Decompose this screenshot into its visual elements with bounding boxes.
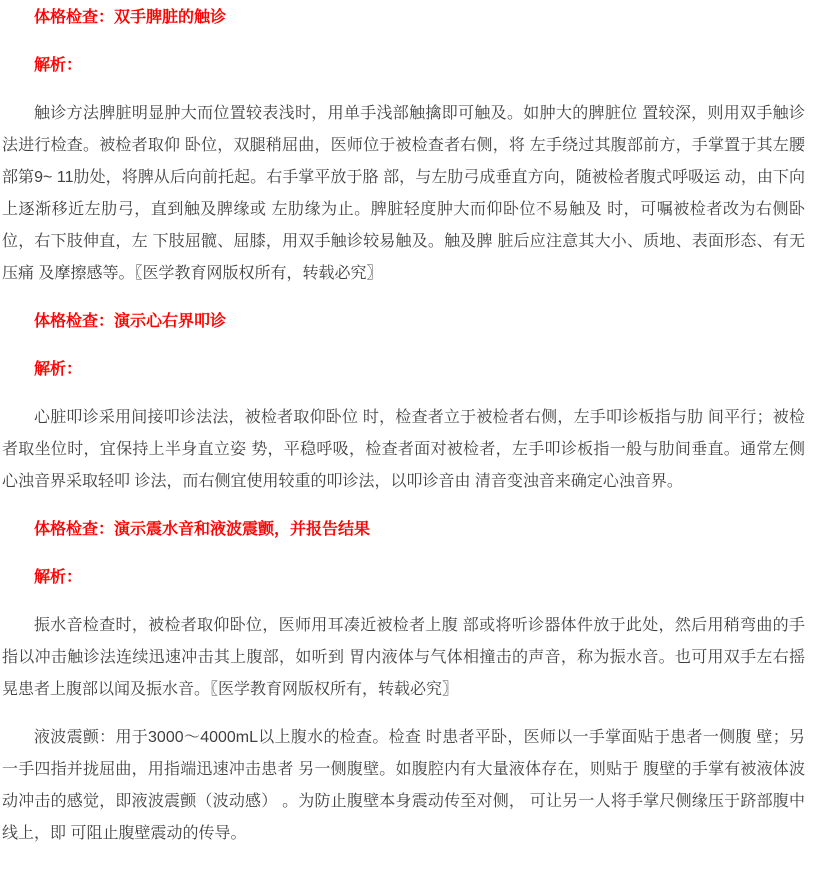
- paragraph-spleen-palpation: 触诊方法脾脏明显肿大而位置较表浅时，用单手浅部触擒即可触及。如肿大的脾脏位 置较深，则用双手触诊法进行检查。被检者取仰 卧位，双腿稍屈曲，医师位于被检查者右侧，将 左手绕过其腹部前方，手掌置于其左腰部第9~ 11肋处，将脾从后向前托起。右手掌平放于胳 部，与左肋弓成垂直方向，随被检者腹式呼吸运 动，由下向上逐渐移近左肋弓，直到触及脾缘或 左肋缘为止。脾脏轻度肿大而仰卧位不易触及 时，可嘱被检者改为右侧卧位，右下肢伸直，左 下肢屈髋、屈膝，用双手触诊较易触及。触及脾 脏后应注意其大小、质地、表面形态、有无压痛 及摩擦感等。〖医学教育网版权所有，转载必究〗: [2, 105, 805, 282]
- paragraph-succussion-splash: 振水音检查时，被检者取仰卧位，医师用耳凑近被检者上腹 部或将听诊器体件放于此处，然后用稍弯曲的手指以冲击触诊法连续迅速冲击其上腹部，如听到 胃内液体与气体相撞击的声音，称为振水音。也可用双手左右摇晃患者上腹部以闻及振水音。〖医学教育网版权所有，转载必究〗: [2, 617, 805, 698]
- paragraph-fluid-thrill: 液波震颤：用于3000〜4000mL以上腹水的检查。检查 时患者平卧，医师以一手掌面贴于患者一侧腹 壁；另一手四指并拢屈曲，用指端迅速冲击患者 另一侧腹壁。如腹腔内有大量液体存在，则贴于 腹壁的手掌有被液体波动冲击的感觉，即液波震颤（波动感） 。为防止腹壁本身震动传至对侧， 可让另一人将手掌尺侧缘压于跻部腹中线上，即 可阻止腹壁震动的传导。: [2, 729, 805, 842]
- section-title-heart-percussion: 体格检查：演示心右界叩诊: [34, 313, 227, 330]
- section-title-spleen-palpation: 体格检查：双手脾脏的触诊: [34, 9, 227, 26]
- analysis-label: 解析：: [34, 361, 83, 378]
- section-title-succussion-splash: 体格检查：演示震水音和液波震颤，并报告结果: [34, 521, 371, 538]
- paragraph-heart-percussion: 心脏叩诊采用间接叩诊法法，被检者取仰卧位 时，检查者立于被检者右侧，左手叩诊板指与肋 间平行；被检者取坐位时，宜保持上半身直立姿 势，平稳呼吸，检查者面对被检者，左手叩诊板指一般与肋间垂直。通常左侧心浊音界采取轻叩 诊法，而右侧宜使用较重的叩诊法，以叩诊音由 清音变浊音来确定心浊音界。: [2, 409, 805, 490]
- analysis-label: 解析：: [34, 57, 83, 74]
- analysis-label: 解析：: [34, 569, 83, 586]
